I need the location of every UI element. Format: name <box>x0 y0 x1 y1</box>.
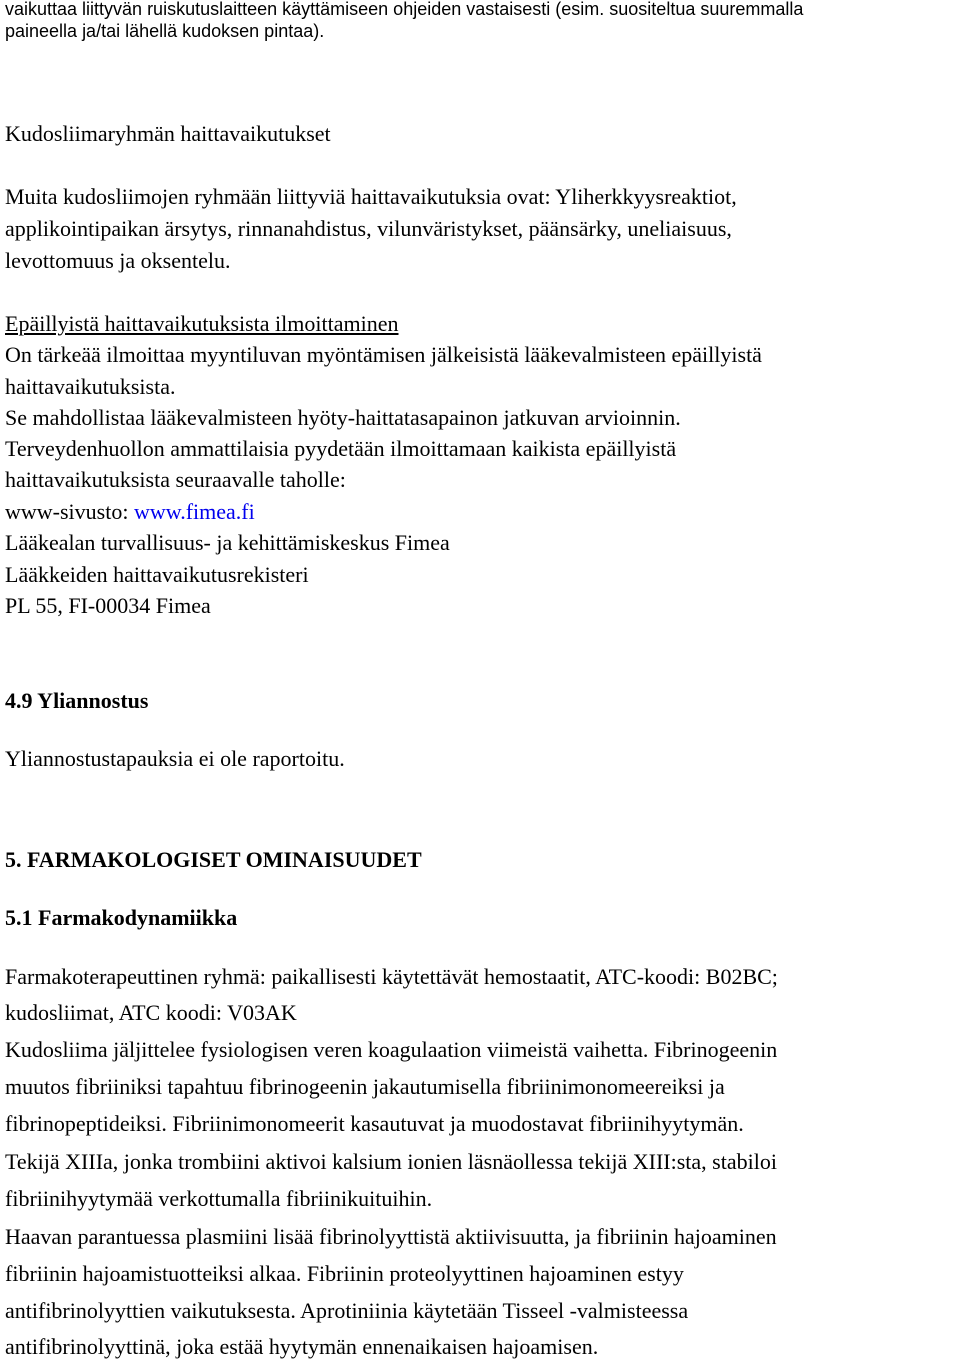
pharmacodynamics-line-4: muutos fibriiniksi tapahtuu fibrinogeenin jakautumisella fibriinimonomeereiksi ja <box>5 1074 725 1099</box>
pharmacodynamics-line-10: antifibrinolyyttien vaikutuksesta. Aprotiniinia käytetään Tisseel -valmisteessa <box>5 1298 689 1323</box>
website-row <box>5 499 255 525</box>
pharmacodynamics-line-1: Farmakoterapeuttinen ryhmä: paikallisesti käytettävät hemostaatit, ATC-koodi: B02BC; <box>5 964 778 989</box>
overdose-text: Yliannostustapauksia ei ole raportoitu. <box>5 746 345 771</box>
overdose-heading: 4.9 Yliannostus <box>5 688 149 713</box>
top-note-line-2: paineella ja/tai lähellä kudoksen pintaa). <box>5 21 325 41</box>
group-effects-line-1: Muita kudosliimojen ryhmään liittyviä haittavaikutuksia ovat: Yliherkkyysreaktiot, <box>5 184 737 209</box>
top-note-line-1: vaikuttaa liittyvän ruiskutuslaitteen käyttämiseen ohjeiden vastaisesti (esim. suositeltua suuremmalla <box>5 0 804 19</box>
reporting-line-4: Terveydenhuollon ammattilaisia pyydetään ilmoittamaan kaikista epäillyistä <box>5 436 677 461</box>
address-line-1: Lääkealan turvallisuus- ja kehittämiskeskus Fimea <box>5 530 450 555</box>
fimea-website-link[interactable]: www.fimea.fi <box>133 499 255 524</box>
reporting-line-3: Se mahdollistaa lääkevalmisteen hyöty-haittatasapainon jatkuvan arvioinnin. <box>5 405 681 430</box>
section-5-1-heading: 5.1 Farmakodynamiikka <box>5 905 238 930</box>
reporting-line-5: haittavaikutuksista seuraavalle taholle: <box>5 467 346 492</box>
pharmacodynamics-line-5: fibrinopeptideiksi. Fibriinimonomeerit kasautuvat ja muodostavat fibriinihyytymän. <box>5 1111 744 1136</box>
section-5-heading: 5. FARMAKOLOGISET OMINAISUUDET <box>5 847 422 872</box>
reporting-line-1: On tärkeää ilmoittaa myyntiluvan myöntämisen jälkeisistä lääkevalmisteen epäillyistä <box>5 342 762 367</box>
pharmacodynamics-line-11: antifibrinolyyttinä, joka estää hyytymän ennenaikaisen hajoamisen. <box>5 1334 599 1359</box>
group-effects-line-3: levottomuus ja oksentelu. <box>5 248 231 273</box>
address-line-3: PL 55, FI-00034 Fimea <box>5 593 211 618</box>
pharmacodynamics-line-7: fibriinihyytymää verkottumalla fibriinikuituihin. <box>5 1186 433 1211</box>
pharmacodynamics-line-6: Tekijä XIIIa, jonka trombiini aktivoi kalsium ionien läsnäollessa tekijä XIII:sta, stabiloi <box>5 1149 777 1174</box>
group-effects-heading: Kudosliimaryhmän haittavaikutukset <box>5 121 331 146</box>
pharmacodynamics-line-2: kudosliimat, ATC koodi: V03AK <box>5 1000 297 1025</box>
pharmacodynamics-line-8: Haavan parantuessa plasmiini lisää fibrinolyyttistä aktiivisuutta, ja fibriinin hajoaminen <box>5 1224 777 1249</box>
website-label: www-sivusto: <box>5 499 134 524</box>
reporting-heading: Epäillyistä haittavaikutuksista ilmoittaminen <box>5 311 399 336</box>
address-line-2: Lääkkeiden haittavaikutusrekisteri <box>5 562 309 587</box>
pharmacodynamics-line-3: Kudosliima jäljittelee fysiologisen veren koagulaation viimeistä vaihetta. Fibrinogeenin <box>5 1037 778 1062</box>
group-effects-line-2: applikointipaikan ärsytys, rinnanahdistus, vilunväristykset, päänsärky, uneliaisuus, <box>5 216 732 241</box>
pharmacodynamics-line-9: fibriinin hajoamistuotteiksi alkaa. Fibriinin proteolyyttinen hajoaminen estyy <box>5 1261 684 1286</box>
reporting-line-2: haittavaikutuksista. <box>5 374 176 399</box>
